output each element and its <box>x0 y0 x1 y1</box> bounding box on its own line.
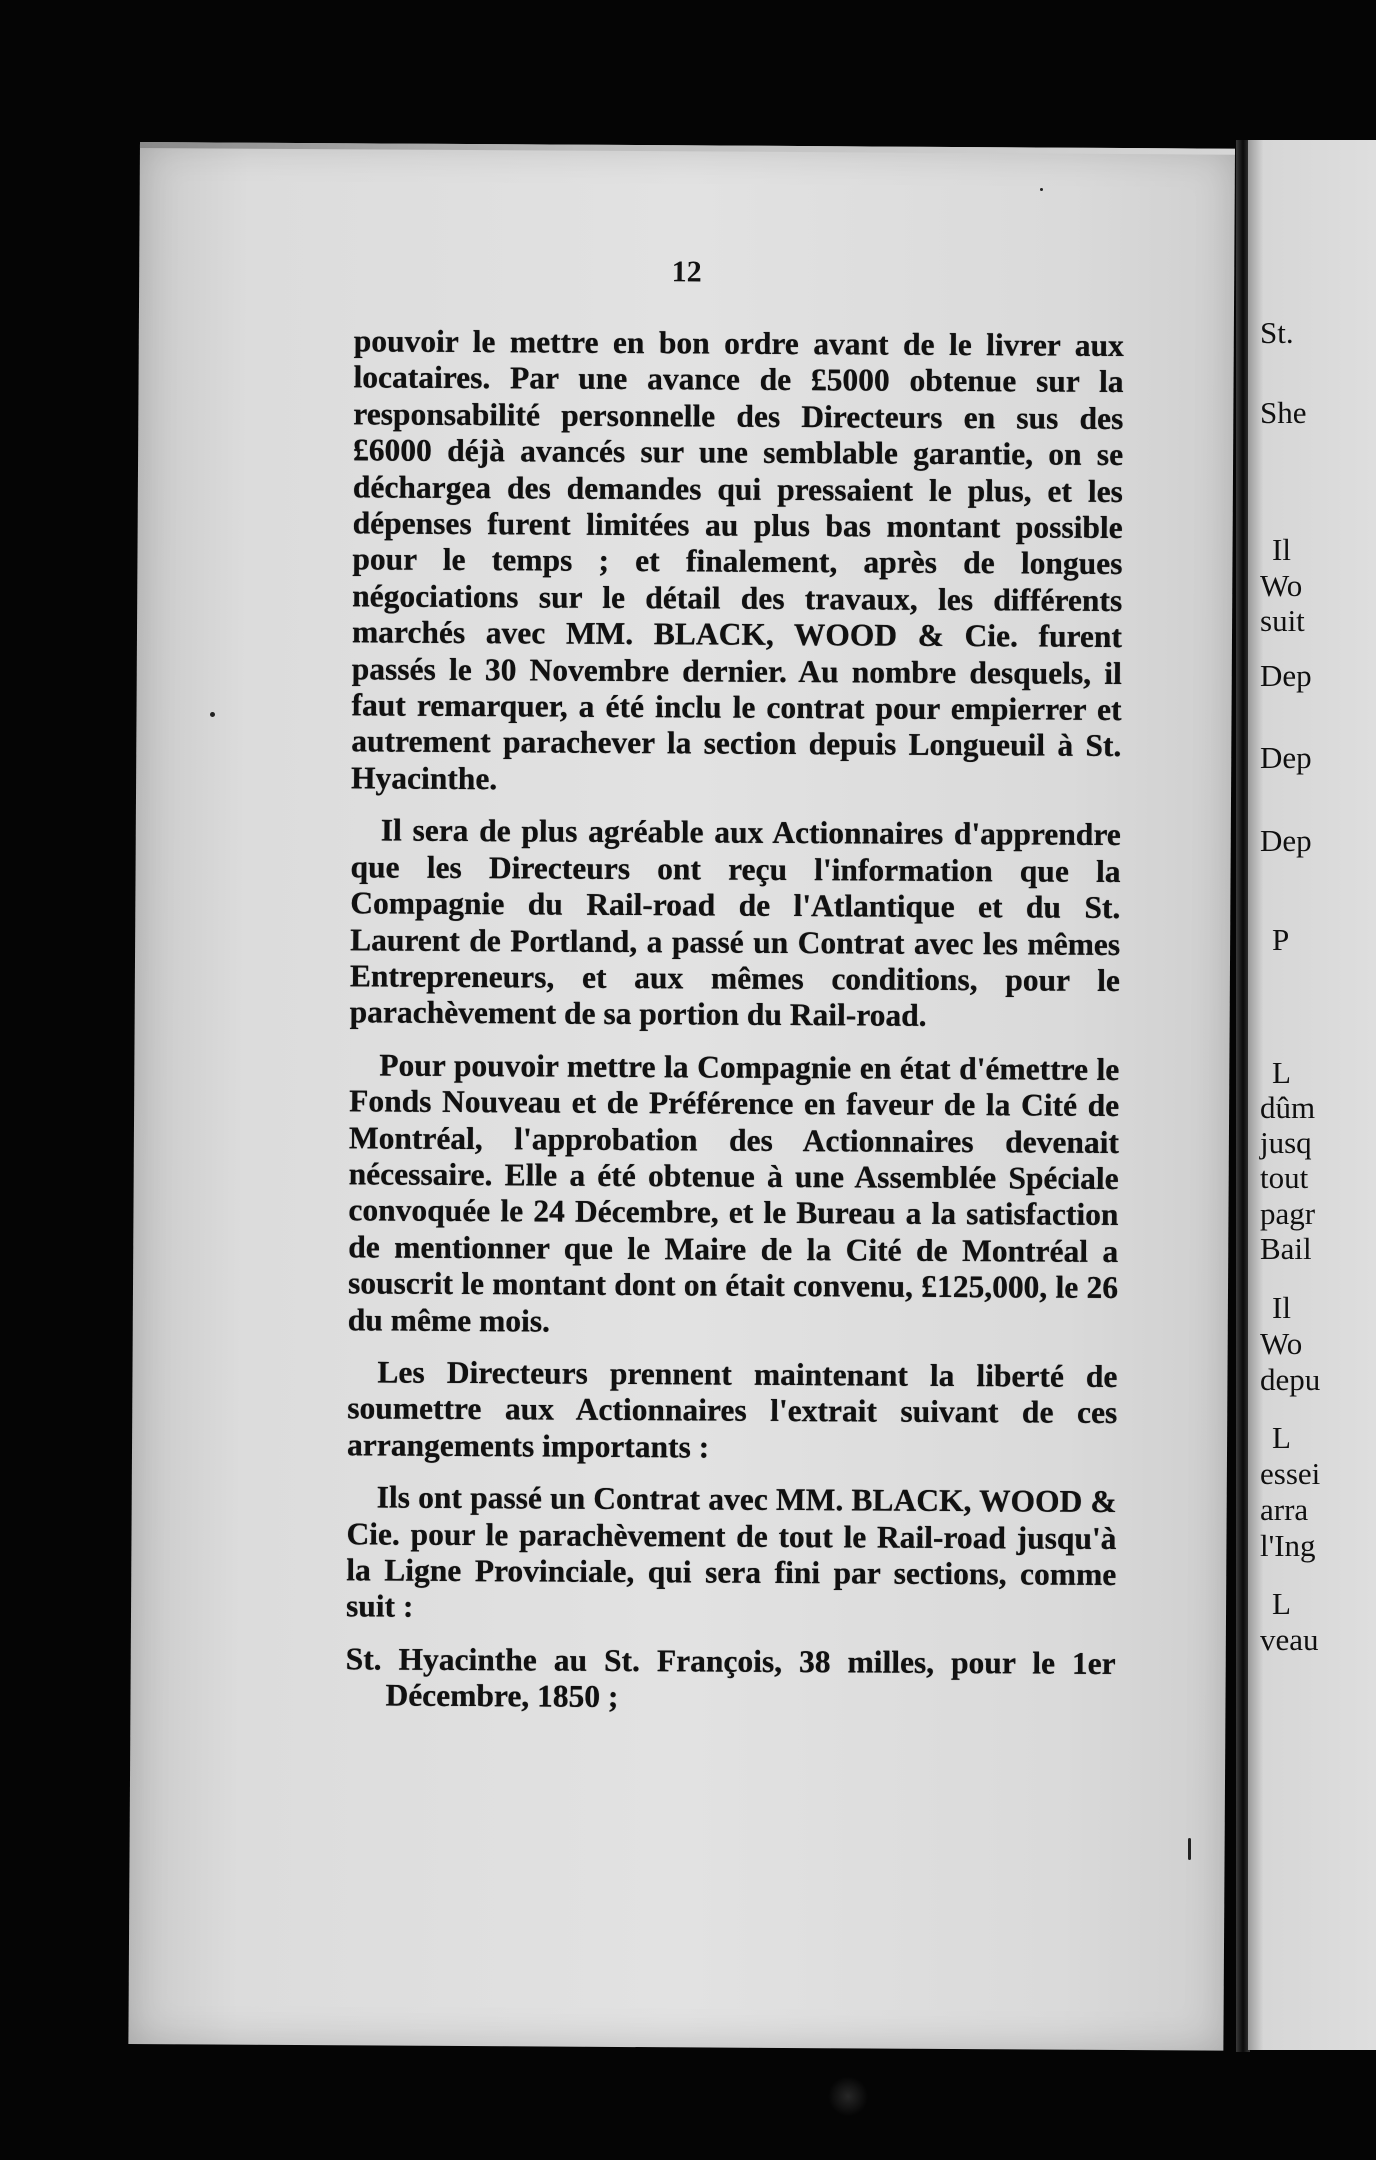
ink-smudge <box>828 2076 868 2116</box>
paper-speck <box>210 712 215 717</box>
page-body-text <box>345 323 1123 1718</box>
adjacent-page-fragment: L <box>1272 1420 1291 1455</box>
paragraph-4: Les Directeurs prennent maintenant la liberté de soumettre aux Actionnaires l'extrait suivant de ces arrangements importants : <box>346 1354 1118 1465</box>
adjacent-page-fragment: She <box>1260 395 1307 430</box>
paper-mark <box>1188 1838 1191 1860</box>
adjacent-page-fragment: L <box>1272 1586 1291 1621</box>
adjacent-page-fragment: dûm <box>1260 1090 1316 1125</box>
section-list-item: St. Hyacinthe au St. François, 38 milles, pour le 1er Décembre, 1850 ; <box>345 1641 1116 1715</box>
paragraph-2: Il sera de plus agréable aux Actionnaires d'apprendre que les Directeurs ont reçu l'information que la Compagnie du Rail-road de l'Atlantique et du St. Laurent de Portland, a passé un Contrat avec les mêmes Entrepreneurs, et aux mêmes conditions, pour le parachèvement de sa portion du Rail-road. <box>349 812 1121 1034</box>
adjacent-page-fragment: Il <box>1272 532 1291 567</box>
adjacent-page-fragment: Dep <box>1260 740 1312 775</box>
adjacent-page-fragment: jusq <box>1260 1125 1312 1160</box>
adjacent-page-fragment: depu <box>1260 1362 1321 1397</box>
adjacent-page-fragment: l'Ing <box>1260 1528 1316 1563</box>
adjacent-page-fragment: Dep <box>1260 658 1312 693</box>
paper-speck <box>1040 188 1043 191</box>
paragraph-5: Ils ont passé un Contrat avec MM. BLACK, WOOD & Cie. pour le parachèvement de tout le Rail-road jusqu'à la Ligne Provinciale, qui sera fini par sections, comme suit : <box>345 1479 1117 1625</box>
adjacent-page-fragment: suit <box>1260 603 1305 638</box>
adjacent-page-fragment: essei <box>1260 1456 1321 1491</box>
adjacent-page-fragment: P <box>1272 922 1290 957</box>
book-page <box>128 142 1235 2051</box>
adjacent-page-fragment: Bail <box>1260 1231 1312 1266</box>
paragraph-1: pouvoir le mettre en bon ordre avant de le livrer aux locataires. Par une avance de £5000 obtenue sur la responsabilité personnelle des Directeurs en sus des £6000 déjà avancés sur une semblable garantie, on se déchargea des demandes qui pressaient le plus, et les dépenses furent limitées au plus bas montant possible pour le temps ; et finalement, après de longues négociations sur le détail des travaux, les différents marchés avec MM. BLACK, WOOD & Cie. furent passés le 30 Novembre dernier. Au nombre desquels, il faut remarquer, a été inclu le contrat pour empierrer et autrement parachever la section depuis Longueuil à St. Hyacinthe. <box>351 323 1124 797</box>
adjacent-page-fragment: Wo <box>1260 1326 1303 1361</box>
adjacent-page-fragment: tout <box>1260 1160 1309 1195</box>
adjacent-page-fragment: Dep <box>1260 823 1312 858</box>
adjacent-page-fragment: L <box>1272 1055 1291 1090</box>
adjacent-page-fragment: St. <box>1260 315 1294 350</box>
adjacent-page-fragment: veau <box>1260 1622 1319 1657</box>
adjacent-page-fragment: arra <box>1260 1492 1309 1527</box>
adjacent-page-fragment: Il <box>1272 1290 1291 1325</box>
page-top-edge <box>140 142 1235 155</box>
adjacent-page-edge <box>1248 140 1376 2050</box>
paragraph-3: Pour pouvoir mettre la Compagnie en état d'émettre le Fonds Nouveau et de Préférence en faveur de la Cité de Montréal, l'approbation des Actionnaires devenait nécessaire. Elle a été obtenue à une Assemblée Spéciale convoquée le 24 Décembre, et le Bureau a la satisfaction de mentionner que le Maire de la Cité de Montréal a souscrit le montant dont on était convenu, £125,000, le 26 du même mois. <box>347 1047 1120 1339</box>
adjacent-page-fragment: pagr <box>1260 1196 1316 1231</box>
adjacent-page-fragment: Wo <box>1260 568 1303 603</box>
page-number: 12 <box>671 255 702 289</box>
